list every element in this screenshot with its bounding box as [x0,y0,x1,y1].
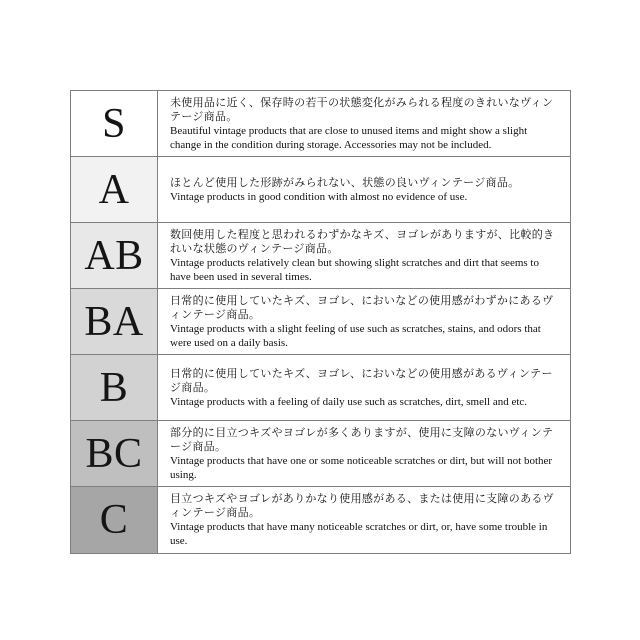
grade-label-ab: AB [84,232,144,279]
description-cell-a [158,157,570,222]
en-description-ab: Vintage products relatively clean but showing slight scratches and dirt that seems to have been used in several times. [170,256,539,283]
jp-description-c: 目立つキズやヨゴレがありかなり使用感がある、または使用に支障のあるヴィンテージ商品。 [170,493,554,519]
jp-description-s: 未使用品に近く、保存時の若干の状態変化がみられる程度のきれいなヴィンテージ商品。 [170,96,554,123]
grade-row-c [71,487,570,553]
grade-cell-b [71,355,158,420]
condition-grade-table [70,90,571,554]
grade-label-bc: BC [85,430,143,477]
en-description-bc: Vintage products that have one or some noticeable scratches or dirt, but will not bother using. [170,454,553,481]
grade-cell-ab [71,223,158,288]
grade-row-ba [71,289,570,355]
description-cell-ab [158,223,570,288]
jp-description-b: 日常的に使用していたキズ、ヨゴレ、においなどの使用感があるヴィンテージ商品。 [170,367,553,394]
grade-label-c: C [99,497,129,543]
grade-label-ba: BA [84,298,144,345]
grade-row-s [71,91,570,157]
description-cell-c [158,487,570,553]
jp-description-a: ほとんど使用した形跡がみられない、状態の良いヴィンテージ商品。 [170,176,520,189]
grade-cell-ba [71,289,158,354]
jp-description-bc: 部分的に目立つキズやヨゴレが多くありますが、使用に支障のないヴィンテージ商品。 [170,426,554,453]
grade-label-s: S [102,100,126,147]
jp-description-ba: 日常的に使用していたキズ、ヨゴレ、においなどの使用感がわずかにあるヴィンテージ商品。 [170,294,554,321]
en-description-b: Vintage products with a feeling of daily use such as scratches, dirt, smell and etc. [170,395,528,408]
en-description-ba: Vintage products with a slight feeling of use such as scratches, stains, and odors that were used on a daily basis. [170,322,541,349]
description-cell-b [158,355,570,420]
grade-cell-a [71,157,158,222]
en-description-a: Vintage products in good condition with almost no evidence of use. [170,190,468,203]
grade-cell-c [71,487,158,553]
grade-row-b [71,355,570,421]
grade-cell-s [71,91,158,156]
grade-cell-bc [71,421,158,486]
en-description-s: Beautiful vintage products that are close to unused items and might show a slight change in the condition during storage. Accessories may not be included. [170,124,528,151]
grade-label-b: B [99,364,129,411]
grade-row-bc [71,421,570,487]
description-cell-ba [158,289,570,354]
grade-label-a: A [98,166,130,213]
jp-description-ab: 数回使用した程度と思われるわずかなキズ、ヨゴレがありますが、比較的きれいな状態のヴィンテージ商品。 [170,228,555,255]
description-cell-bc [158,421,570,486]
en-description-c: Vintage products that have many noticeable scratches or dirt, or, have some trouble in use. [170,521,548,547]
description-cell-s [158,91,570,156]
grade-row-ab [71,223,570,289]
grade-row-a [71,157,570,223]
